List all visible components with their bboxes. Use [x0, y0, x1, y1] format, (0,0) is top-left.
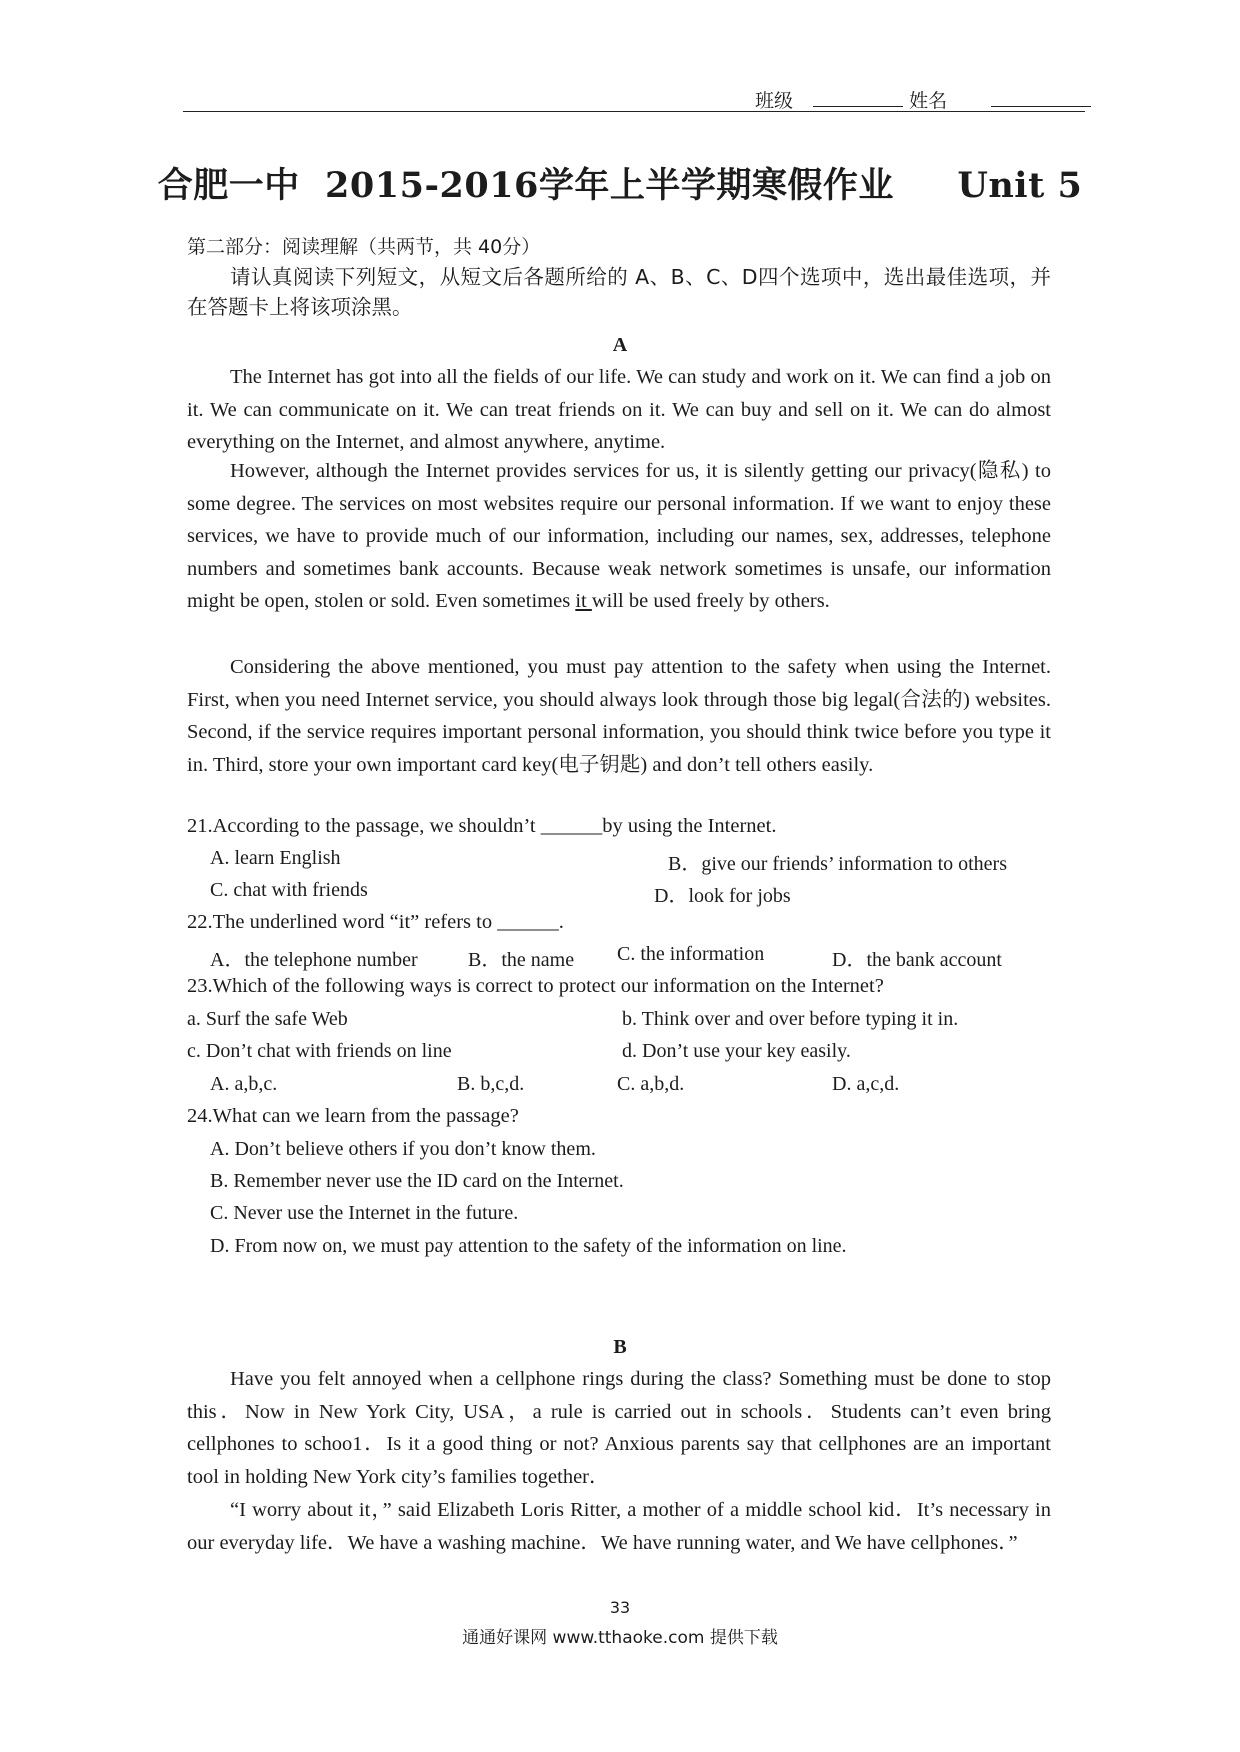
question-22-stem: 22.The underlined word “it” refers to ______. — [187, 911, 564, 933]
question-21-option-d: D．look for jobs — [654, 885, 791, 907]
question-23-option-d: D. a,c,d. — [832, 1073, 900, 1095]
question-23-stem: 23.Which of the following ways is correct to protect our information on the Internet? — [187, 975, 884, 997]
question-24-stem: 24.What can we learn from the passage? — [187, 1105, 519, 1127]
page-number: 33 — [609, 1598, 631, 1617]
section-heading: 第二部分：阅读理解（共两节，共 40分） — [187, 236, 541, 258]
download-source: 通通好课网 www.tthaoke.com 提供下载 — [462, 1628, 778, 1648]
question-21-option-c: C. chat with friends — [210, 879, 368, 901]
question-22-option-d: D．the bank account — [832, 949, 1002, 971]
passage-a-paragraph-3: Considering the above mentioned, you must pay attention to the safety when using the Internet. First, when you need Internet service, you should always look through those big legal(合法的) websites. Second, if the service requires important personal information, you should think twice before you type it in. Third, store your own important card key(电子钥匙) and don’t tell others easily. — [187, 656, 1051, 776]
question-21-option-a: A. learn English — [210, 847, 341, 869]
question-21-stem: 21.According to the passage, we shouldn’t ______by using the Internet. — [187, 815, 777, 837]
question-22-option-a: A．the telephone number — [210, 949, 418, 971]
question-23-item-b: b. Think over and over before typing it in. — [622, 1008, 959, 1030]
passage-b-label: B — [613, 1336, 627, 1358]
passage-a-paragraph-2 — [187, 455, 1051, 618]
question-24-option-d: D. From now on, we must pay attention to the safety of the information on line. — [210, 1235, 847, 1257]
question-23-option-b: B. b,c,d. — [457, 1073, 525, 1095]
question-23-item-a: a. Surf the safe Web — [187, 1008, 348, 1030]
class-blank — [813, 92, 903, 107]
class-label: 班级 — [755, 90, 794, 112]
name-label: 姓名 — [909, 90, 948, 112]
question-23-option-a: A. a,b,c. — [210, 1073, 278, 1095]
passage-a-paragraph-1: The Internet has got into all the fields of our life. We can study and work on it. We can find a job on it. We can communicate on it. We can treat friends on it. We can buy and sell on it. We can do almost everything on the Internet, and almost anywhere, anytime. — [187, 366, 1051, 453]
question-24-option-a: A. Don’t believe others if you don’t know them. — [210, 1138, 596, 1160]
header-rule — [183, 111, 1085, 112]
question-23-option-c: C. a,b,d. — [617, 1073, 685, 1095]
document-title: 合肥一中 2015-2016学年上半学期寒假作业 Unit 5 — [157, 165, 1083, 206]
underlined-word-it: it — [575, 590, 592, 612]
question-22-option-c: C. the information — [617, 943, 765, 965]
paragraph-2-text-end: will be used freely by others. — [591, 590, 830, 612]
passage-a-label: A — [612, 334, 628, 356]
passage-b-paragraph-1: Have you felt annoyed when a cellphone rings during the class? Something must be done to stop this．Now in New York City, USA，a rule is carried out in schools．Students can’t even bring cellphones to schoo1．Is it a good thing or not? Anxious parents say that cellphones are an important tool in holding New York city’s families together． — [187, 1368, 1051, 1488]
student-info-fields — [755, 86, 1091, 113]
name-blank — [991, 92, 1091, 107]
question-23-item-d: d. Don’t use your key easily. — [622, 1040, 851, 1062]
question-21-option-b: B．give our friends’ information to others — [668, 853, 1008, 875]
question-24-option-c: C. Never use the Internet in the future. — [210, 1202, 519, 1224]
question-22-option-b: B．the name — [468, 949, 575, 971]
passage-b-paragraph-2: “I worry about it，” said Elizabeth Loris Ritter, a mother of a middle school kid．It’s necessary in our everyday life．We have a washing machine．We have running water, and We have cellphones．” — [187, 1499, 1051, 1554]
question-23-item-c: c. Don’t chat with friends on line — [187, 1040, 452, 1062]
question-24-option-b: B. Remember never use the ID card on the Internet. — [210, 1170, 624, 1192]
section-instruction: 请认真阅读下列短文，从短文后各题所给的 A、B、C、D四个选项中，选出最佳选项，并在答题卡上将该项涂黑。 — [187, 265, 1051, 319]
paragraph-2-text: However, although the Internet provides services for us, it is silently getting our privacy(隐私) to some degree. The services on most websites require our personal information. If we want to enjoy these services, we have to provide much of our information, including our names, sex, addresses, telephone numbers and sometimes bank accounts. Because weak network sometimes is unsafe, our information might be open, stolen or sold. Even sometimes — [187, 460, 1051, 612]
